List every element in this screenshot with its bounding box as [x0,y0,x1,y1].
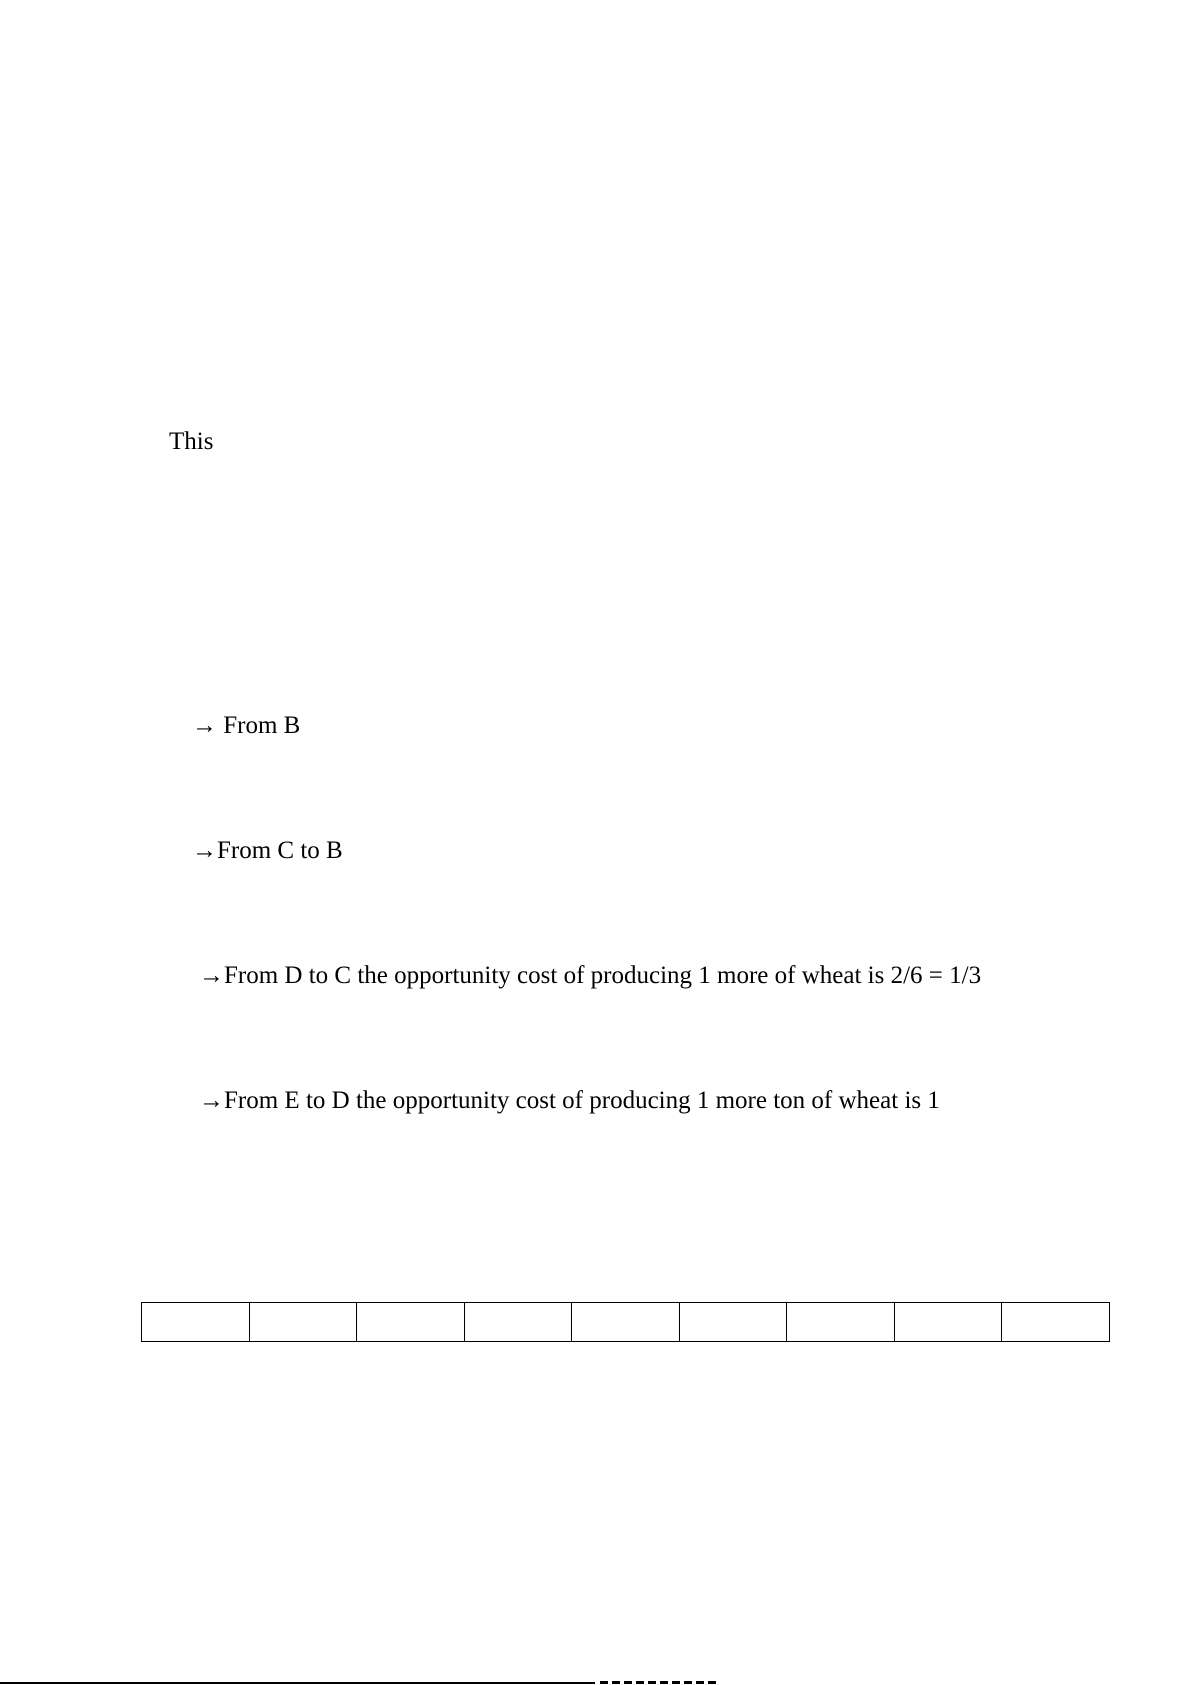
table-cell [679,1303,787,1342]
table-cell [1002,1303,1110,1342]
text-line-from-d-to-c: →From D to C the opportunity cost of producing 1 more of wheat is 2/6 = 1/3 [199,962,982,989]
table-cell [249,1303,357,1342]
text-line-this: This [169,428,214,455]
table-row [142,1303,1110,1342]
table-cell [464,1303,572,1342]
text-line-from-c-to-b: →From C to B [192,837,343,864]
empty-table [141,1302,1110,1342]
table-cell [572,1303,680,1342]
footer-rule [0,1682,595,1684]
text-line-from-e-to-d: →From E to D the opportunity cost of producing 1 more ton of wheat is 1 [199,1087,940,1114]
table-cell [894,1303,1002,1342]
table-cell [357,1303,465,1342]
table-cell [787,1303,895,1342]
table-cell [142,1303,250,1342]
footer-fragment [600,1681,720,1684]
text-line-from-b: → From B [192,712,301,739]
